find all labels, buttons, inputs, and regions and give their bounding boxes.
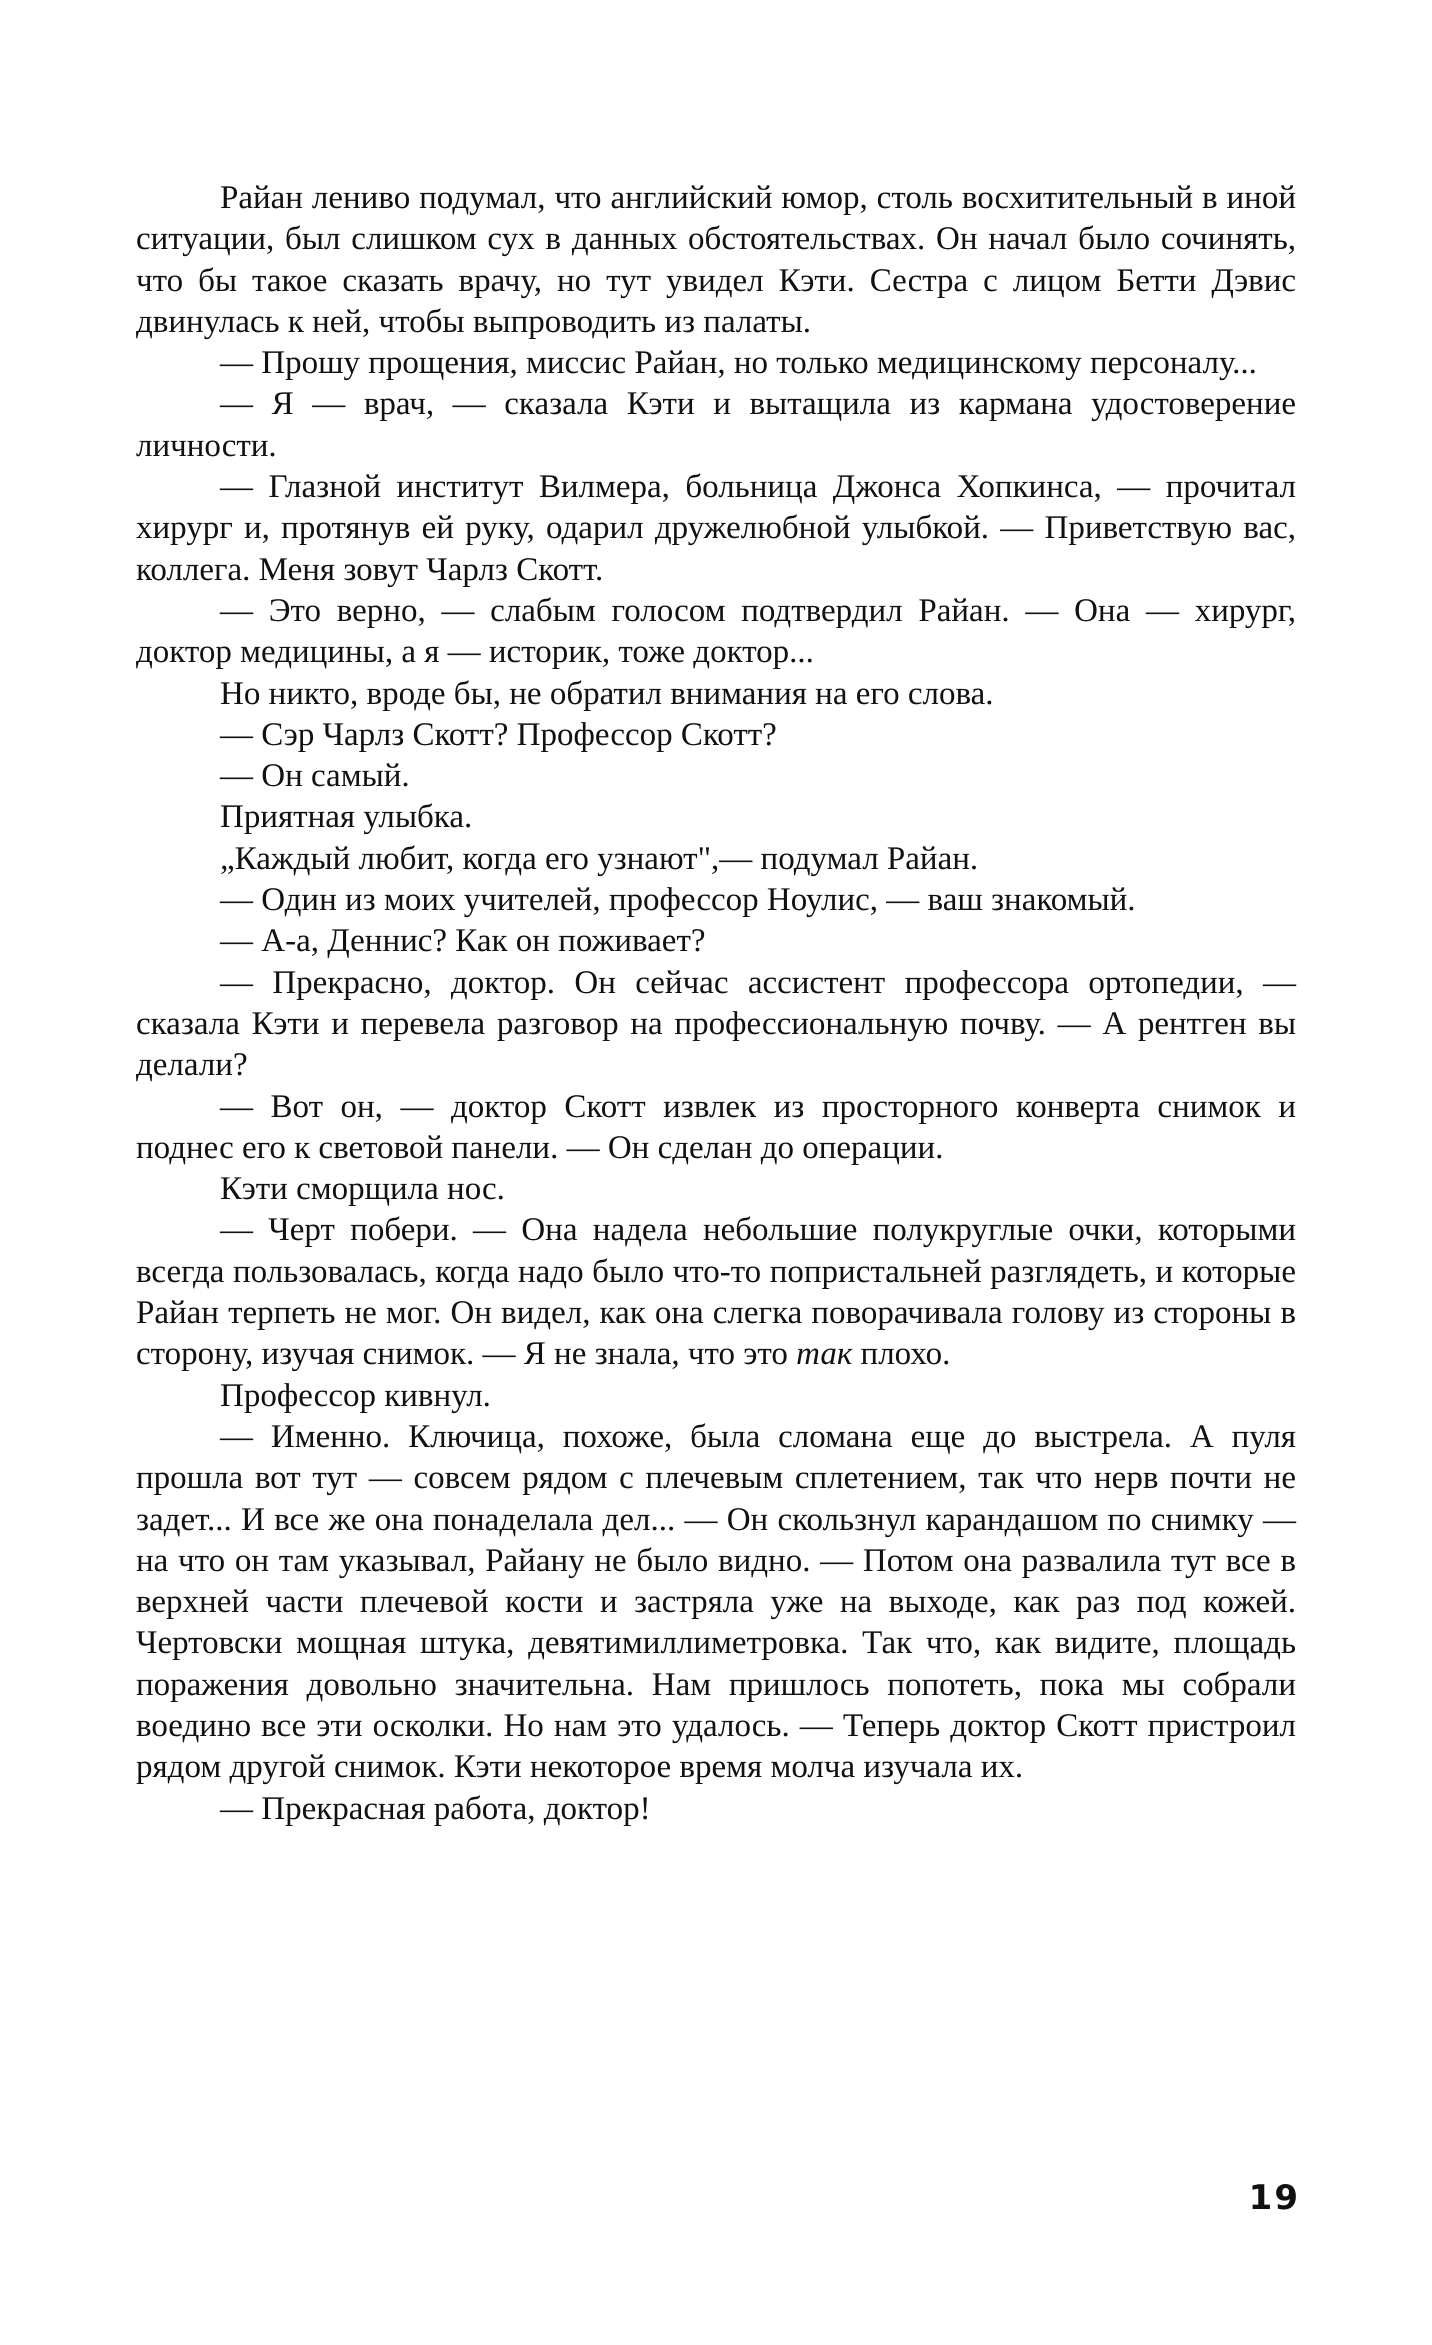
paragraph: — Вот он, — доктор Скотт извлек из просторного конверта снимок и поднес его к световой панели. — Он сделан до операции. [136,1088,1296,1166]
paragraph: — Я — врач, — сказала Кэти и вытащила из кармана удостоверение личности. [136,386,1296,464]
paragraph: — Один из моих учителей, профессор Ноулис, — ваш знакомый. [220,882,1136,919]
paragraph: Райан лениво подумал, что английский юмор, столь восхитительный в иной ситуации, был слишком сух в данных обстоятельствах. Он начал было сочинять, что бы такое сказать врачу, но тут увидел Кэти. Сестра с лицом Бетти Дэвис двинулась к ней, чтобы выпроводить из палаты. [136,180,1296,340]
paragraph: Но никто, вроде бы, не обратил внимания на его слова. [220,675,994,712]
body-text [136,178,1296,1830]
paragraph: — Черт побери. — Она надела небольшие полукруглые очки, которыми всегда пользовалась, когда надо было что-то попристальней разглядеть, и которые Райан терпеть не мог. Он видел, как она слегка поворачивала голову из стороны в сторону, изучая снимок. — Я не знала, что это так плохо. [136,1212,1296,1373]
paragraph: Приятная улыбка. [220,799,473,836]
paragraph: — Прекрасно, доктор. Он сейчас ассистент профессора ортопедии, — сказала Кэти и перевела разговор на профессиональную почву. — А рентген вы делали? [136,964,1296,1084]
paragraph: „Каждый любит, когда его узнают",— подумал Райан. [220,840,979,877]
paragraph: — А-а, Деннис? Как он поживает? [220,923,706,960]
paragraph: — Прошу прощения, миссис Райан, но только медицинскому персоналу... [220,345,1257,382]
paragraph: — Это верно, — слабым голосом подтвердил Райан. — Она — хирург, доктор медицины, а я — историк, тоже доктор... [136,592,1296,671]
italic-emphasis: так [796,1336,853,1373]
page-number: 19 [1248,2178,1300,2218]
paragraph: Профессор кивнул. [220,1377,491,1414]
paragraph: — Сэр Чарлз Скотт? Профессор Скотт? [220,716,777,753]
paragraph: — Глазной институт Вилмера, больница Джонса Хопкинса, — прочитал хирург и, протянув ей руку, одарил дружелюбной улыбкой. — Приветствую вас, коллега. Меня зовут Чарлз Скотт. [136,469,1296,588]
paragraph: — Прекрасная работа, доктор! [220,1790,651,1827]
paragraph: — Именно. Ключица, похоже, была сломана еще до выстрела. А пуля прошла вот тут — совсем рядом с плечевым сплетением, так что нерв почти не задет... И все же она понаделала дел... — Он скользнул карандашом по снимку — на что он там указывал, Райану не было видно. — Потом она развалила тут все в верхней части плечевой кости и застряла уже на выходе, как раз под кожей. Чертовски мощная штука, девятимиллиметровка. Так что, как видите, площадь поражения довольно значительна. Нам пришлось попотеть, пока мы собрали воедино все эти осколки. Но нам это удалось. — Теперь доктор Скотт пристроил рядом другой снимок. Кэти некоторое время молча изучала их. [136,1418,1296,1786]
paragraph: Кэти сморщила нос. [220,1171,505,1208]
paragraph: — Он самый. [220,758,410,795]
